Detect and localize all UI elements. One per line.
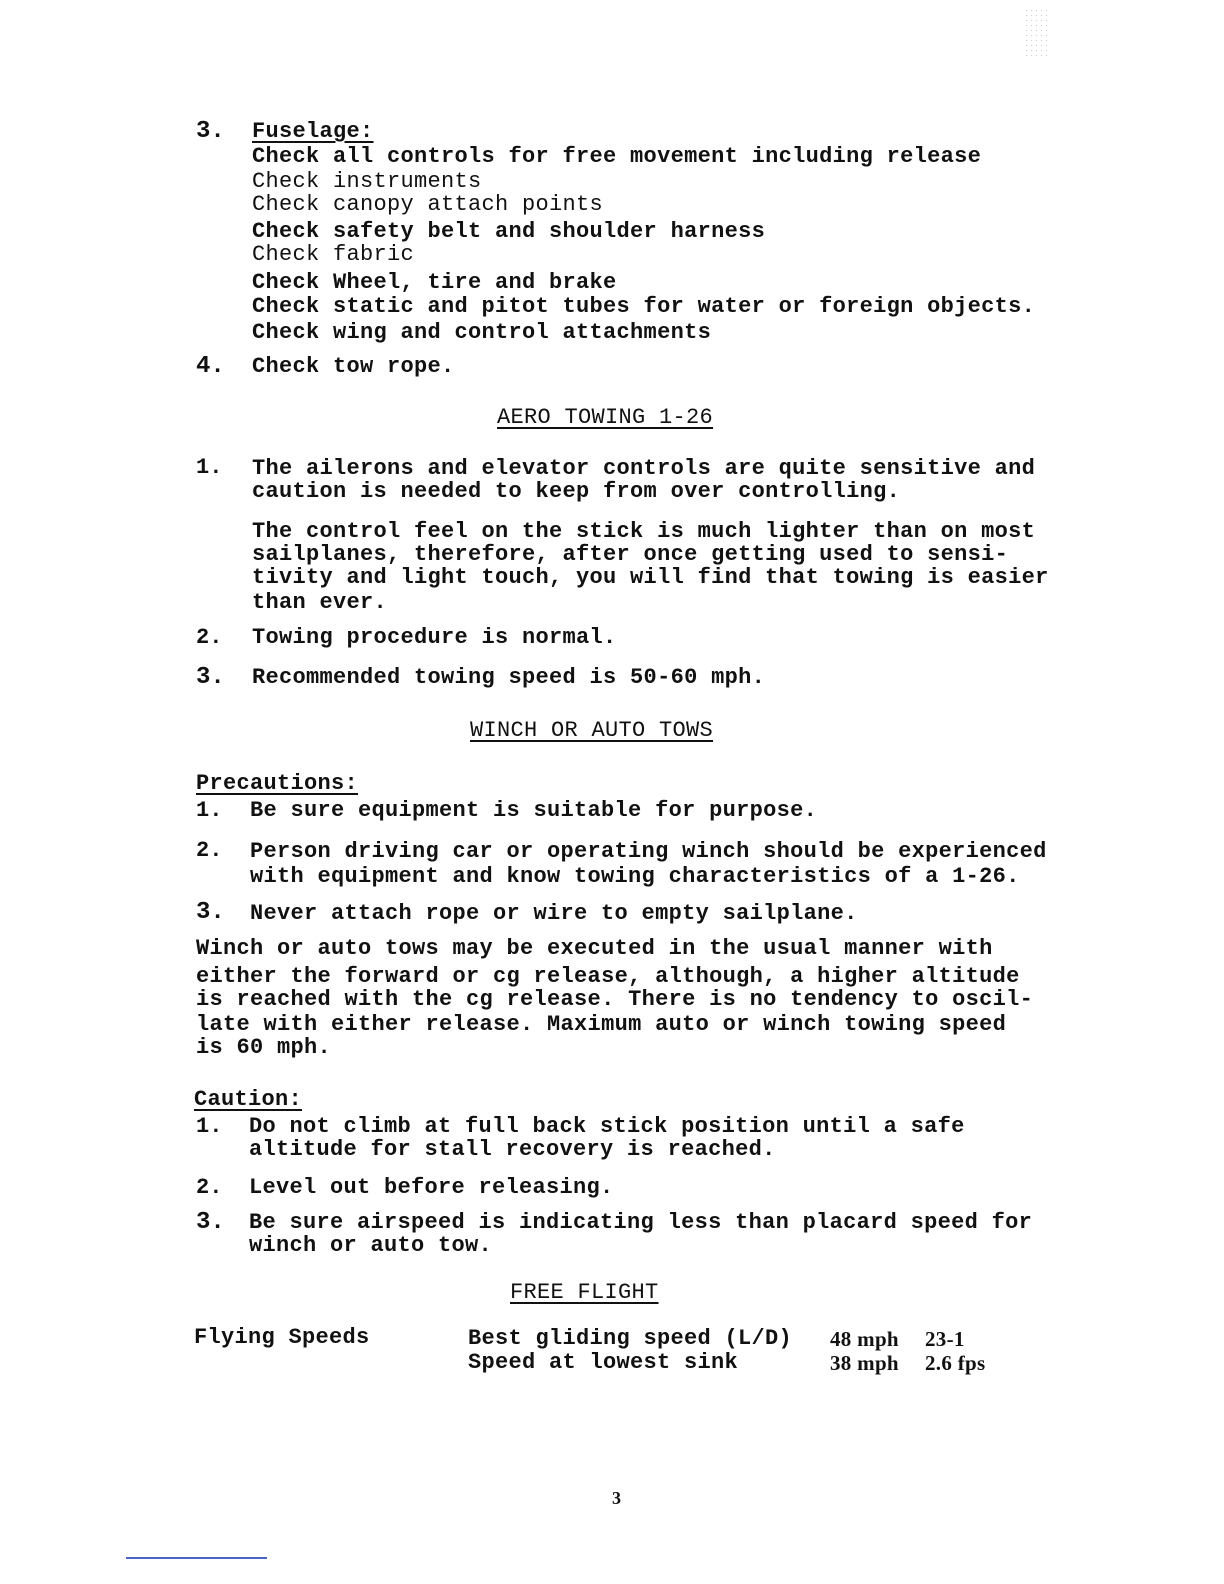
speed-row-speed: 48 mph — [830, 1327, 899, 1351]
checklist-item: Check Wheel, tire and brake — [252, 270, 617, 295]
precaution-number: 2. — [196, 838, 223, 863]
paragraph-line: is reached with the cg release. There is no tendency to oscil- — [196, 987, 1034, 1012]
precaution-line: Person driving car or operating winch should be experienced — [250, 839, 1047, 864]
precaution-number: 1. — [196, 798, 223, 823]
speed-row-name: Speed at lowest sink — [468, 1350, 739, 1375]
scan-speckle — [1024, 8, 1050, 56]
speed-row-value: 2.6 fps — [925, 1351, 986, 1375]
caution-number: 1. — [196, 1114, 223, 1139]
fuselage-title: Fuselage: — [252, 119, 374, 144]
precaution-line: with equipment and know towing characteristics of a 1-26. — [250, 864, 1020, 889]
aero-paragraph-line: tivity and light touch, you will find that towing is easier — [252, 565, 1049, 590]
aero-item-line: The ailerons and elevator controls are quite sensitive and — [252, 456, 1036, 481]
aero-paragraph-line: The control feel on the stick is much lighter than on most — [252, 519, 1036, 544]
aero-paragraph-line: sailplanes, therefore, after once getting used to sensi- — [252, 542, 1009, 567]
tow-rope-text: Check tow rope. — [252, 354, 455, 379]
checklist-item: Check static and pitot tubes for water or foreign objects. — [252, 294, 1036, 319]
caution-line: winch or auto tow. — [249, 1233, 493, 1258]
checklist-item: Check safety belt and shoulder harness — [252, 219, 766, 244]
checklist-item: Check wing and control attachments — [252, 320, 712, 345]
page-number: 3 — [612, 1488, 621, 1508]
speed-row-name: Best gliding speed (L/D) — [468, 1326, 793, 1351]
checklist-item: Check all controls for free movement including release — [252, 144, 982, 169]
aero-item-text: Towing procedure is normal. — [252, 625, 617, 650]
paragraph-line: late with either release. Maximum auto or winch towing speed — [196, 1012, 1007, 1037]
aero-item-number: 1. — [196, 455, 223, 480]
precaution-line: Be sure equipment is suitable for purpose. — [250, 798, 818, 823]
aero-paragraph-line: than ever. — [252, 590, 388, 615]
speed-row-value: 23-1 — [925, 1327, 965, 1351]
aero-item-number: 3. — [196, 664, 225, 691]
caution-line: Level out before releasing. — [249, 1175, 614, 1200]
flying-speeds-label: Flying Speeds — [194, 1325, 370, 1350]
caution-number: 2. — [196, 1175, 223, 1200]
tow-rope-number: 4. — [196, 353, 225, 380]
precaution-line: Never attach rope or wire to empty sailplane. — [250, 901, 858, 926]
caution-label: Caution: — [194, 1087, 303, 1112]
paragraph-line: either the forward or cg release, although, a higher altitude — [196, 964, 1020, 989]
aero-item-line: caution is needed to keep from over controlling. — [252, 479, 901, 504]
caution-line: Be sure airspeed is indicating less than placard speed for — [249, 1210, 1033, 1235]
aero-item-number: 2. — [196, 625, 223, 650]
precaution-number: 3. — [196, 899, 225, 926]
paragraph-line: Winch or auto tows may be executed in the usual manner with — [196, 936, 993, 961]
aero-towing-heading: AERO TOWING 1-26 — [497, 405, 714, 430]
speed-row-speed: 38 mph — [830, 1351, 899, 1375]
checklist-item: Check canopy attach points — [252, 192, 604, 217]
caution-number: 3. — [196, 1209, 225, 1236]
paragraph-line: is 60 mph. — [196, 1035, 332, 1060]
caution-line: altitude for stall recovery is reached. — [249, 1137, 776, 1162]
aero-item-text: Recommended towing speed is 50-60 mph. — [252, 665, 766, 690]
checklist-item: Check instruments — [252, 169, 482, 194]
caution-line: Do not climb at full back stick position until a safe — [249, 1114, 965, 1139]
winch-heading: WINCH OR AUTO TOWS — [470, 718, 714, 743]
checklist-item: Check fabric — [252, 242, 415, 267]
footer-rule — [126, 1557, 267, 1559]
precautions-label: Precautions: — [196, 771, 359, 796]
fuselage-number: 3. — [196, 118, 225, 145]
free-flight-heading: FREE FLIGHT — [510, 1280, 659, 1305]
